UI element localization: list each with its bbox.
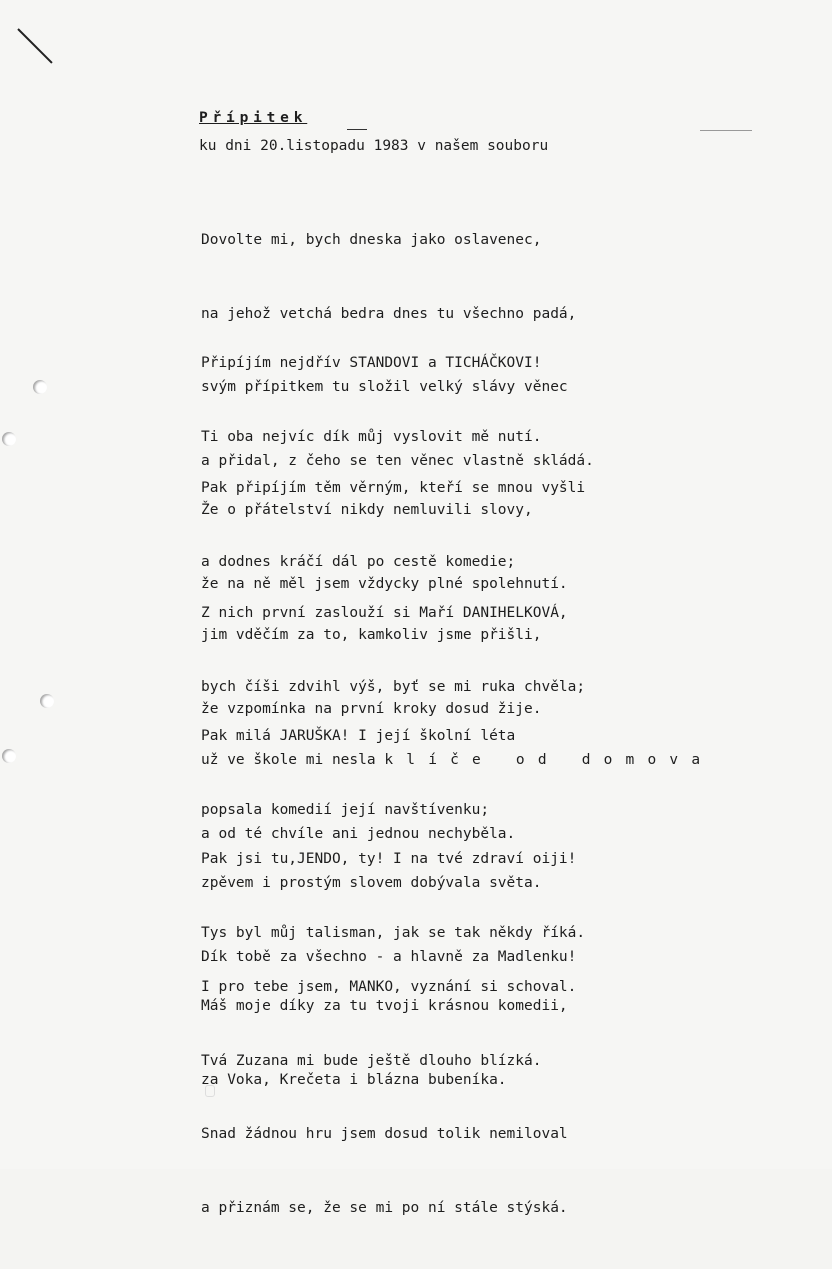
verse-line: a od té chvíle ani jednou nechyběla. <box>201 825 516 842</box>
verse-line: Připíjím nejdřív STANDOVI a TICHÁČKOVI! <box>201 355 542 371</box>
verse-line: Pak připíjím těm věrným, kteří se mnou vyšli <box>201 480 586 496</box>
verse-line: svým přípitkem tu složil velký slávy věnec <box>201 379 568 395</box>
verse-line: že vzpomínka na první kroky dosud žije. <box>201 700 542 717</box>
verse-line: za Voka, Krečeta i blázna bubeníka. <box>201 1071 507 1088</box>
verse-line: I pro tebe jsem, MANKO, vyznání si schoval. <box>201 979 577 995</box>
spaced-phrase: klíče od domova <box>384 752 714 768</box>
verse-line: bych číši zdvihl výš, byť se mi ruka chvěla; <box>201 678 586 695</box>
punch-hole <box>33 380 47 394</box>
punch-hole <box>2 749 16 763</box>
verse-line: na jehož vetchá bedra dnes tu všechno padá, <box>201 305 577 322</box>
verse-line: a dodnes kráčí dál po cestě komedie; <box>201 553 516 570</box>
verse-line: Snad žádnou hru jsem dosud tolik nemiloval <box>201 1126 568 1142</box>
verse-line: Tys byl můj talisman, jak se tak někdy říká. <box>201 924 586 941</box>
poem-title: Přípitek <box>199 110 308 126</box>
verse-line: jim vděčím za to, kamkoliv jsme přišli, <box>201 627 542 643</box>
title-underline <box>347 129 367 130</box>
verse-line: Tvá Zuzana mi bude ještě dlouho blízká. <box>201 1052 542 1069</box>
verse-line: Dovolte mi, bych dneska jako oslavenec, <box>201 232 542 248</box>
verse-line: Dík tobě za všechno - a hlavně za Madlenku! <box>201 948 577 965</box>
punch-hole <box>2 432 16 446</box>
verse-line: Že o přátelství nikdy nemluvili slovy, <box>201 502 533 518</box>
margin-dash <box>700 130 752 131</box>
punch-hole <box>40 694 54 708</box>
verse-line: že na ně měl jsem vždycky plné spolehnutí. <box>201 575 568 592</box>
verse-line: a přiznám se, že se mi po ní stále stýská. <box>201 1199 568 1216</box>
verse-line-start: už ve škole mi nesla <box>201 752 385 768</box>
verse-line: Ti oba nejvíc dík můj vyslovit mě nutí. <box>201 428 542 445</box>
pen-stroke-mark <box>17 28 52 63</box>
verse-line: Pak jsi tu,JENDO, ty! I na tvé zdraví oiji! <box>201 851 577 867</box>
verse-line: zpěvem i prostým slovem dobývala světa. <box>201 875 542 891</box>
verse-line: popsala komedií její navštívenku; <box>201 801 490 818</box>
verse-line: Pak milá JARUŠKA! I její školní léta <box>201 728 516 744</box>
faint-mark <box>205 1085 215 1097</box>
verse-line: Máš moje díky za tu tvoji krásnou komedii, <box>201 998 568 1014</box>
verse-line: Z nich první zaslouží si Maří DANIHELKOVÁ, <box>201 605 568 621</box>
poem-subtitle: ku dni 20.listopadu 1983 v našem souboru <box>199 138 549 154</box>
stanza-7 <box>201 926 576 1269</box>
verse-line: a přidal, z čeho se ten věnec vlastně skládá. <box>201 452 594 469</box>
